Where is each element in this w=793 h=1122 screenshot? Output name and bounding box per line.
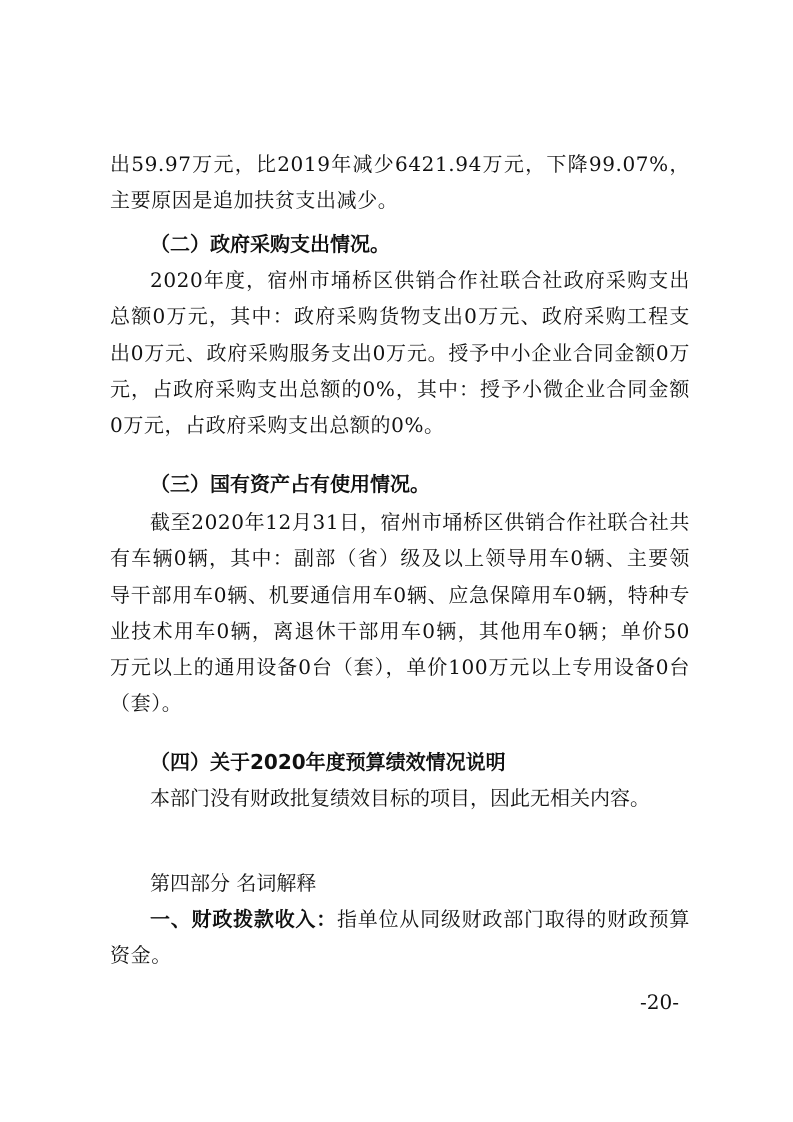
page-number: -20- — [640, 990, 679, 1014]
part-4-heading: 第四部分 名词解释 — [150, 871, 317, 895]
section-3-body: 截至2020年12月31日，宿州市埇桥区供销合作社联合社共有车辆0辆，其中：副部（省）级及以上领导用车0辆、主要领导干部用车0辆、机要通信用车0辆、应急保障用车0辆，特种专业技术用车0辆，离退休干部用车0辆，其他用车0辆；单价50万元以上的通用设备0台（套），单价100万元以上专用设备0台（套）。 — [110, 510, 690, 716]
section-3-heading: （三）国有资产占有使用情况。 — [150, 472, 430, 496]
section-2-heading: （二）政府采购支出情况。 — [150, 232, 390, 256]
section-4-body: 本部门没有财政批复绩效目标的项目，因此无相关内容。 — [150, 786, 650, 810]
term-1-label: 一、财政拨款收入： — [150, 907, 337, 931]
term-1-text: 指单位从同级财政部门取得的财政预算资金。 — [110, 907, 690, 968]
term-1-paragraph — [110, 901, 690, 974]
paragraph-continuation: 出59.97万元，比2019年减少6421.94万元，下降99.07%，主要原因是追加扶贫支出减少。 — [110, 152, 690, 213]
section-4-heading: （四）关于2020年度预算绩效情况说明 — [150, 750, 506, 774]
section-2-body: 2020年度，宿州市埇桥区供销合作社联合社政府采购支出总额0万元，其中：政府采购货物支出0万元、政府采购工程支出0万元、政府采购服务支出0万元。授予中小企业合同金额0万元，占政府采购支出总额的0%，其中：授予小微企业合同金额0万元，占政府采购支出总额的0%。 — [110, 268, 690, 438]
